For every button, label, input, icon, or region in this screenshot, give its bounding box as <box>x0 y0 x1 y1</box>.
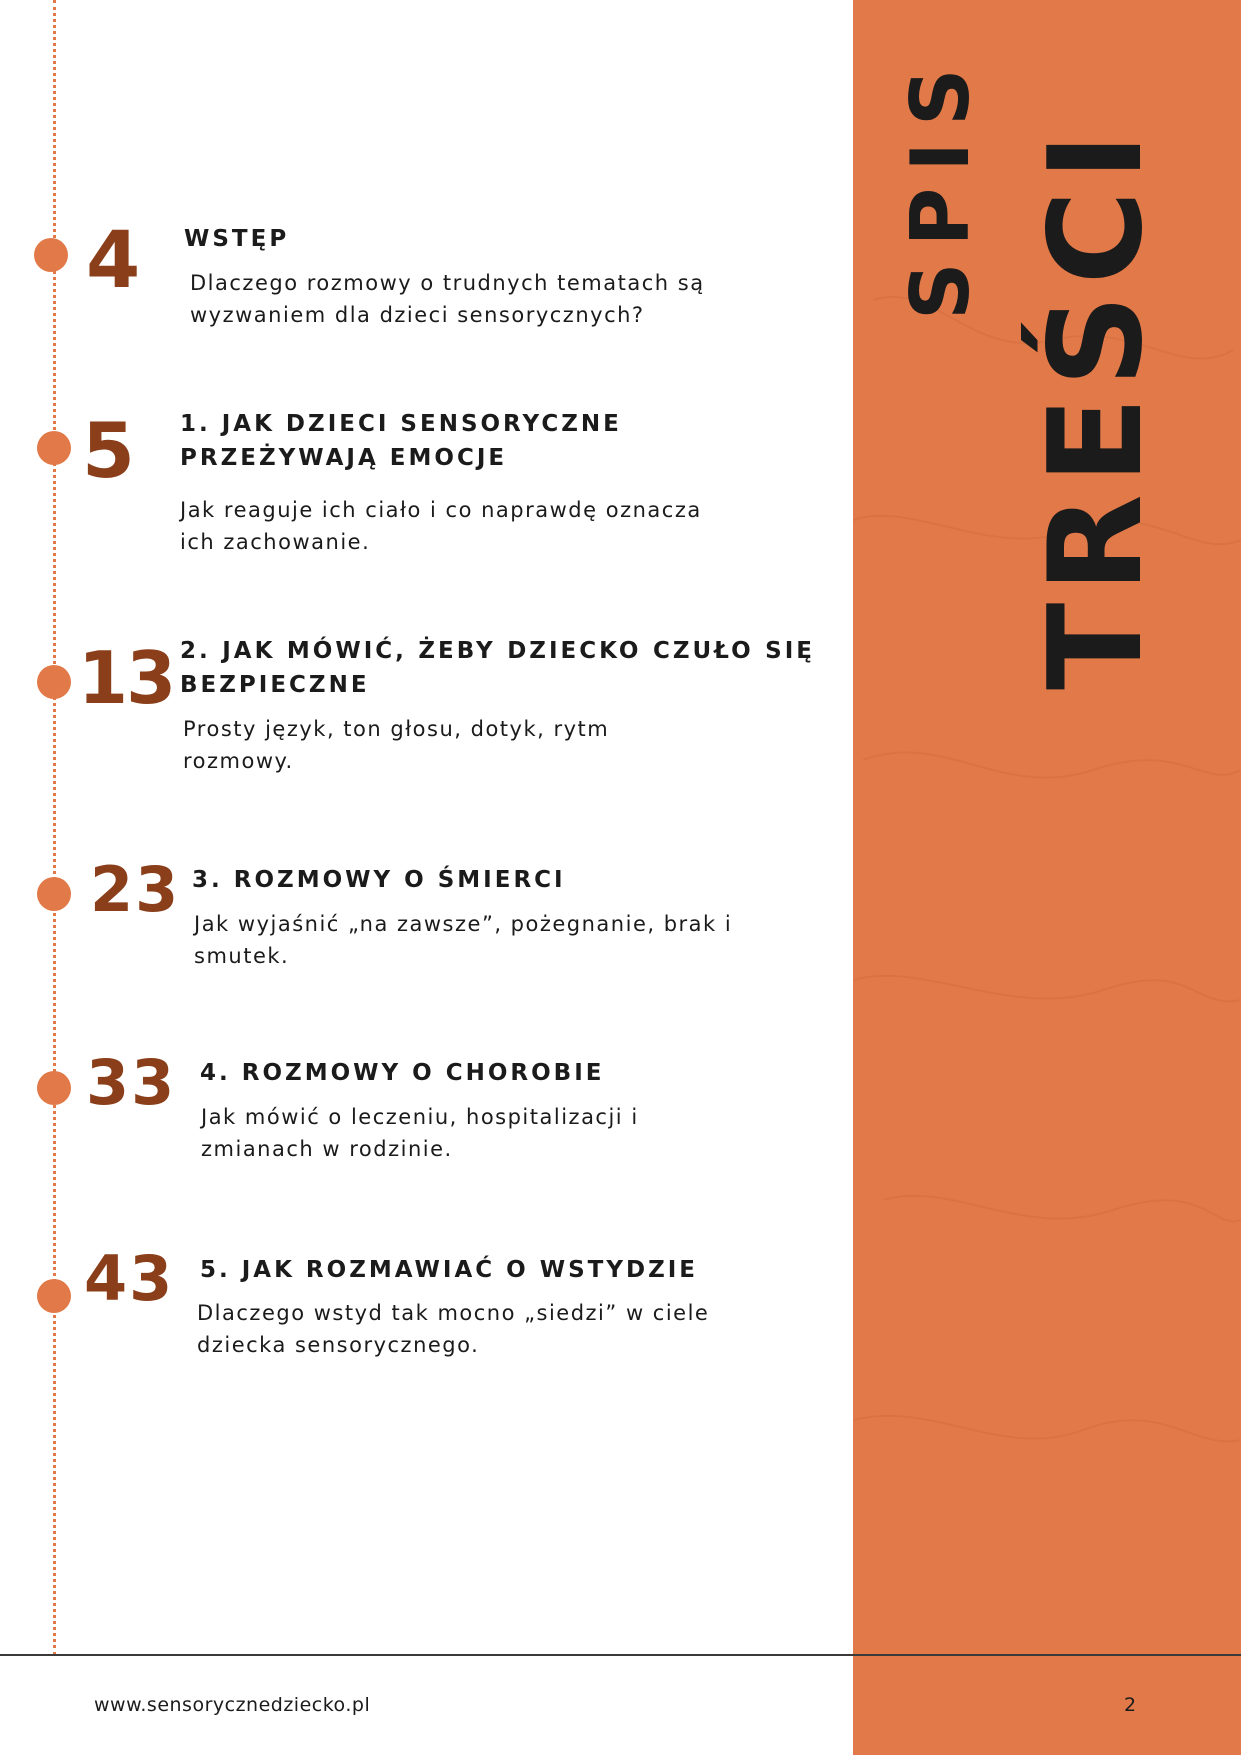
toc-entry-title[interactable]: 5. JAK ROZMAWIAĆ O WSTYDZIE <box>200 1257 699 1283</box>
toc-entry-title[interactable]: 2. JAK MÓWIĆ, ŻEBY DZIECKO CZUŁO SIĘ BEZPIECZNE <box>180 638 815 698</box>
toc-page-number: 4 <box>86 216 141 306</box>
toc-entry-title[interactable]: WSTĘP <box>184 226 290 252</box>
timeline-dot <box>37 877 71 911</box>
footer-divider <box>0 1654 1241 1656</box>
heading-word-spis: SPIS <box>894 52 987 320</box>
toc-page-number: 5 <box>82 406 135 495</box>
timeline-dot <box>37 665 71 699</box>
toc-entry-description: Jak reaguje ich ciało i co naprawdę oznacza ich zachowanie. <box>180 498 702 554</box>
timeline-dot <box>37 1071 71 1105</box>
toc-page-number: 43 <box>84 1242 175 1315</box>
footer-website-link[interactable]: www.sensorycznedziecko.pl <box>94 1694 371 1716</box>
heading-word-tresci: TREŚCI <box>1022 122 1171 690</box>
footer-page-number: 2 <box>1124 1694 1137 1716</box>
toc-entry-title[interactable]: 3. ROZMOWY O ŚMIERCI <box>192 867 566 893</box>
toc-entry-description: Jak wyjaśnić „na zawsze”, pożegnanie, brak i smutek. <box>194 912 733 968</box>
toc-entry-description: Dlaczego wstyd tak mocno „siedzi” w ciele dziecka sensorycznego. <box>197 1301 710 1357</box>
toc-entry-title[interactable]: 4. ROZMOWY O CHOROBIE <box>200 1060 605 1086</box>
toc-entry-description: Prosty język, ton głosu, dotyk, rytm rozmowy. <box>183 717 610 773</box>
toc-entry-title[interactable]: 1. JAK DZIECI SENSORYCZNE PRZEŻYWAJĄ EMOCJE <box>180 411 622 471</box>
timeline-dot <box>37 1279 71 1313</box>
toc-entry-description: Dlaczego rozmowy o trudnych tematach są wyzwaniem dla dzieci sensorycznych? <box>190 271 705 327</box>
timeline-dot <box>37 431 71 465</box>
timeline-dot <box>34 238 68 272</box>
toc-page-number: 33 <box>86 1046 177 1119</box>
toc-page-number: 13 <box>78 636 175 720</box>
toc-page-number: 23 <box>90 853 181 926</box>
toc-entry-description: Jak mówić o leczeniu, hospitalizacji i zmianach w rodzinie. <box>201 1105 639 1161</box>
